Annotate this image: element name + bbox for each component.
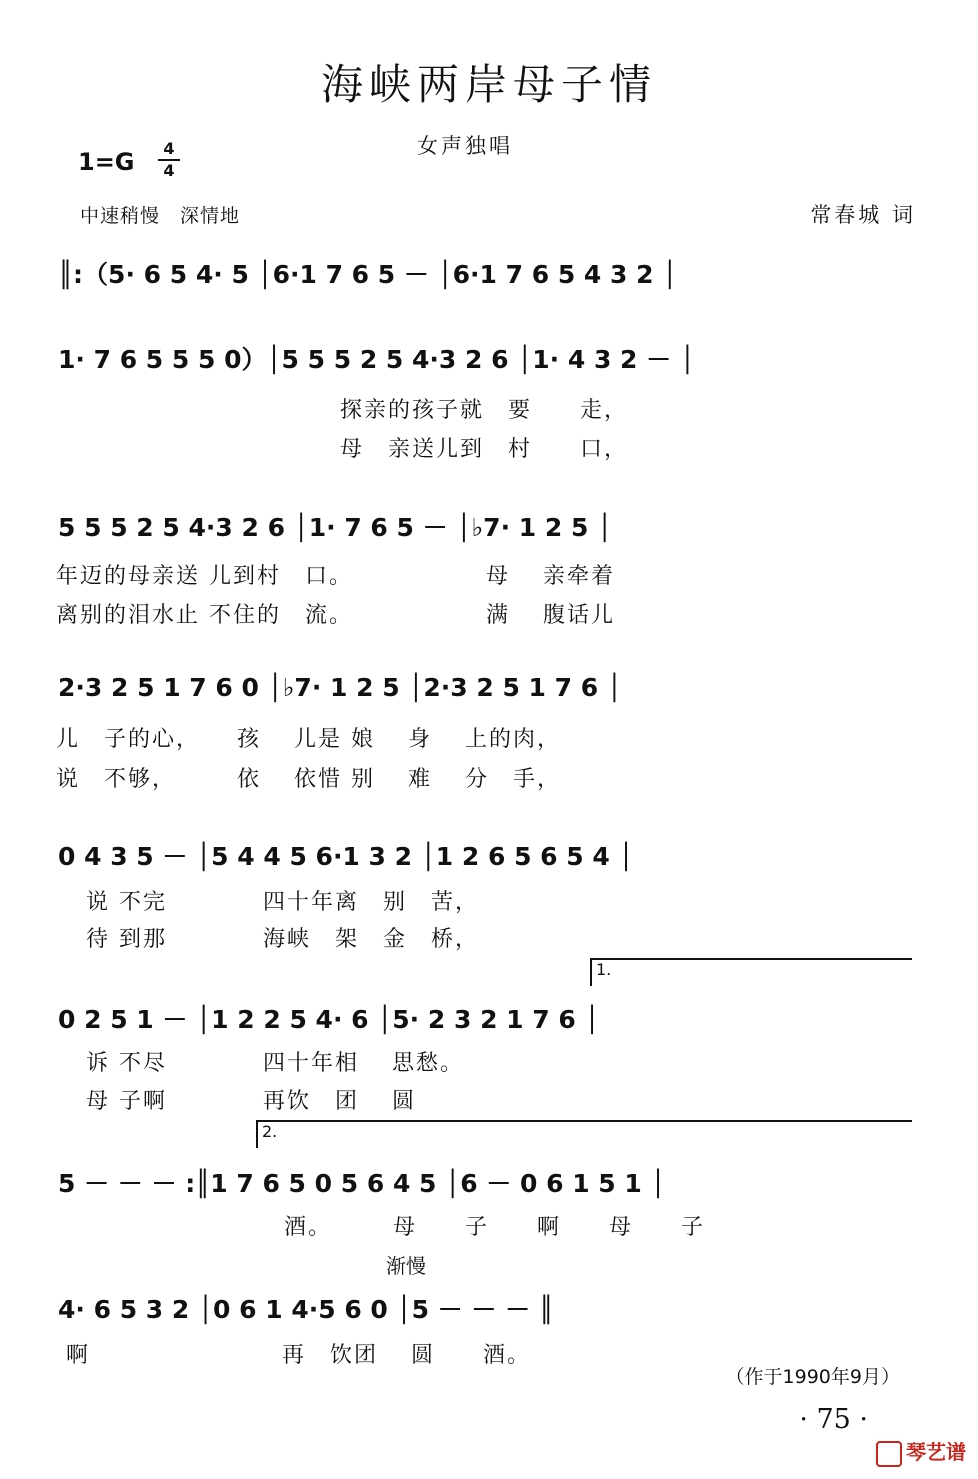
lyric-line-5-verse-1: 说 不完 四十年离 别 苦， [86,890,479,915]
lyricist-credit: 常春城 词 [810,203,916,227]
time-bottom: 4 [163,161,175,180]
notation-line-1: ║:（5· 6 5 4· 5 │6·1 7 6 5 － │6·1 7 6 5 4 3 2 │ [58,260,678,289]
lyric-line-3-verse-2: 离别的泪水止 不住的 流。 满 腹话儿 [56,603,615,628]
key-signature: 1=G [78,148,135,176]
lyric-line-2-verse-2: 母 亲送儿到 村 口， [340,437,629,462]
lyric-line-6-verse-2: 母 子啊 再饮 团 圆 [86,1089,416,1114]
lyric-line-7: 酒。 母 子 啊 母 子 [284,1215,706,1240]
time-signature [158,140,180,180]
lyric-line-6-verse-1: 诉 不尽 四十年相 思愁。 [86,1051,464,1076]
lyric-line-4-verse-1: 儿 子的心， 孩 儿是 娘 身 上的肉， [56,727,561,752]
lyric-line-2-verse-1: 探亲的孩子就 要 走， [340,398,629,423]
lyric-line-5-verse-2: 待 到那 海峡 架 金 桥， [86,927,479,952]
notation-line-7: 5 － － － :║1 7 6 5 0 5 6 4 5 │6 － 0 6 1 5 1 │ [58,1169,666,1198]
song-title: 海峡两岸母子情 [320,60,657,109]
song-subtitle: 女声独唱 [417,134,513,158]
notation-line-6: 0 2 5 1 － │1 2 2 5 4· 6 │5· 2 3 2 1 7 6 │ [58,1005,600,1034]
tempo-marking: 中速稍慢 深情地 [80,205,241,227]
notation-line-2: 1· 7 6 5 5 5 0）│5 5 5 2 5 4·3 2 6 │1· 4 3 2 － │ [58,345,695,374]
volta-second-ending: 2. [256,1120,912,1148]
notation-line-5: 0 4 3 5 － │5 4 4 5 6·1 3 2 │1 2 6 5 6 5 4 │ [58,842,634,871]
composition-date: （作于1990年9月） [725,1366,900,1388]
lyric-line-8: 啊 再 饮团 圆 酒。 [66,1343,531,1368]
notation-line-8: 4· 6 5 3 2 │0 6 1 4·5 6 0 │5 － － － ║ [58,1295,554,1324]
page-number: · 75 · [799,1404,868,1435]
lyric-line-3-verse-1: 年迈的母亲送 儿到村 口。 母 亲牵着 [56,564,615,589]
lyric-line-4-verse-2: 说 不够， 依 依惜 别 难 分 手， [56,767,561,792]
time-top: 4 [163,139,175,158]
volta-first-ending: 1. [590,958,912,986]
notation-line-4: 2·3 2 5 1 7 6 0 │♭7· 1 2 5 │2·3 2 5 1 7 6 │ [58,673,622,702]
watermark-logo [876,1436,966,1467]
ritardando-marking: 渐慢 [386,1254,426,1278]
logo-icon [876,1441,902,1467]
notation-line-3: 5 5 5 2 5 4·3 2 6 │1· 7 6 5 － │♭7· 1 2 5 │ [58,513,613,542]
watermark-text: 琴艺谱 [906,1440,966,1464]
